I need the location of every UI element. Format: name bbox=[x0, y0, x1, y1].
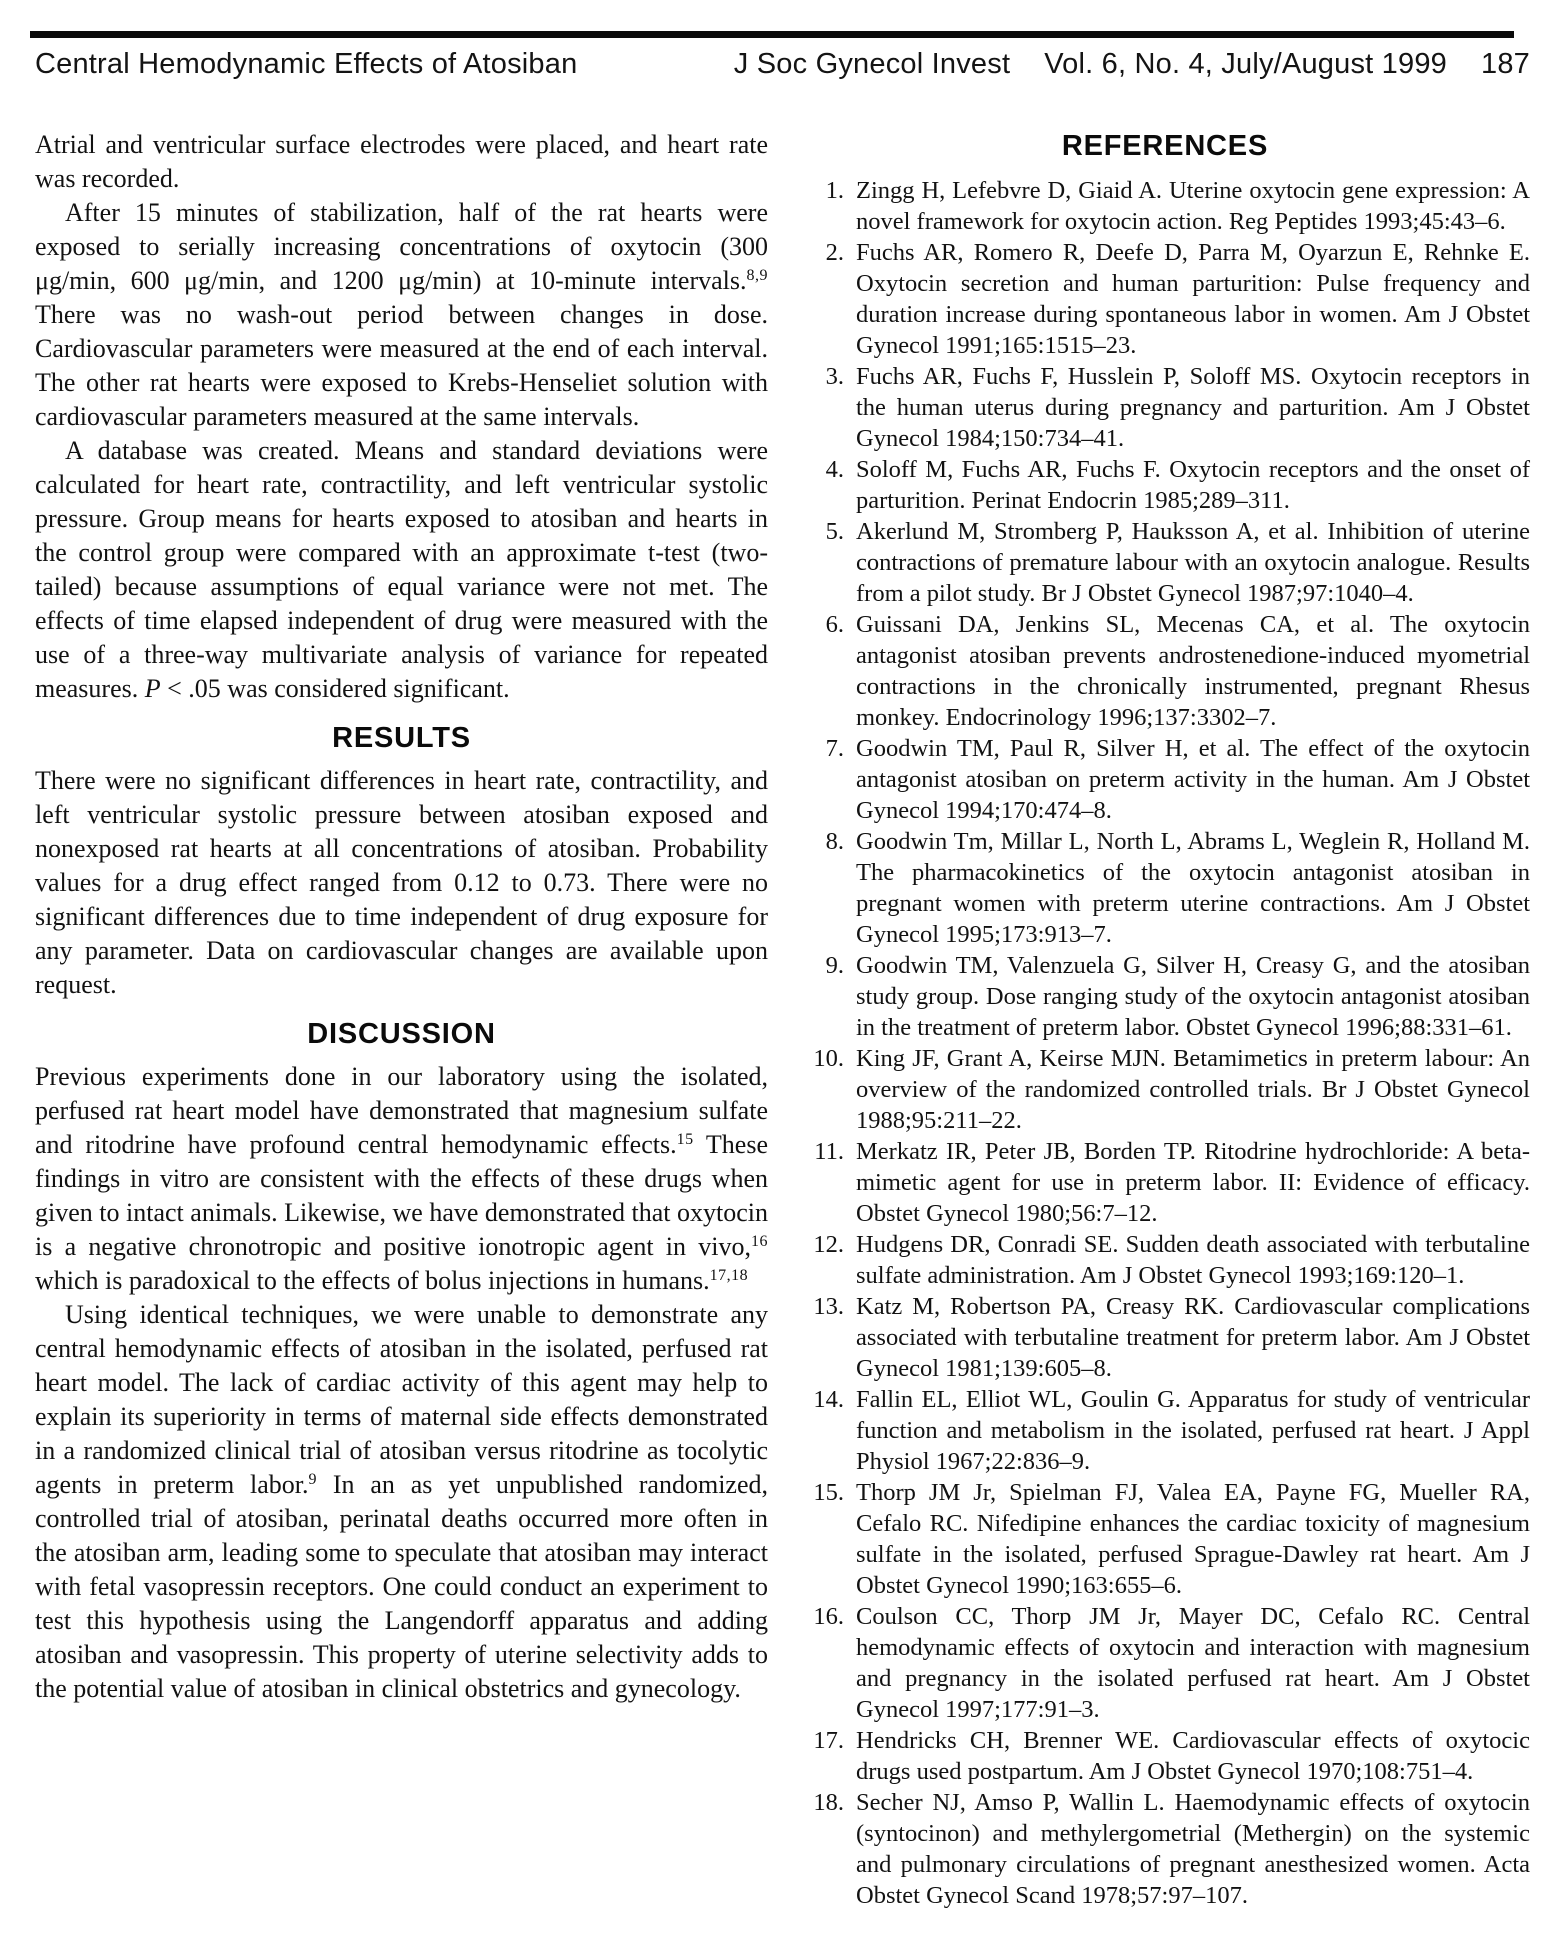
paragraph-text: There were no significant differences in heart rate, contractility, and left ventricular systolic pressure between atosiban exposed and nonexposed rat hearts at all concentrations of atosiban. Probability values for a drug effect ranged from 0.12 to 0.73. There were no significant differences due to time independent of drug exposure for any parameter. Data on cardiovascular changes are available upon request. bbox=[35, 766, 768, 999]
reference-item bbox=[800, 1601, 1530, 1725]
reference-item bbox=[800, 1136, 1530, 1229]
reference-number: 12. bbox=[813, 1231, 844, 1258]
reference-text: Katz M, Robertson PA, Creasy RK. Cardiovascular complications associated with terbutaline treatment for preterm labor. Am J Obstet Gynecol 1981;139:605–8. bbox=[856, 1293, 1530, 1382]
reference-number: 18. bbox=[813, 1789, 844, 1816]
paragraph bbox=[35, 196, 768, 434]
reference-number: 5. bbox=[825, 518, 844, 545]
reference-number: 14. bbox=[813, 1386, 844, 1413]
reference-item bbox=[800, 733, 1530, 826]
reference-item bbox=[800, 361, 1530, 454]
paragraph bbox=[35, 434, 768, 706]
section-heading: RESULTS bbox=[332, 722, 471, 754]
header-rule bbox=[30, 31, 1514, 38]
reference-text: Thorp JM Jr, Spielman FJ, Valea EA, Payne FG, Mueller RA, Cefalo RC. Nifedipine enhances the cardiac toxicity of magnesium sulfate in the isolated, perfused Sprague-Dawley rat heart. Am J Obstet Gynecol 1990;163:655–6. bbox=[856, 1479, 1530, 1599]
paragraph-text: After 15 minutes of stabilization, half of the rat hearts were exposed to serially increasing concentrations of oxytocin (300 μg/min, 600 μg/min, and 1200 μg/min) at 10-minute intervals. bbox=[35, 198, 768, 295]
reference-text: Fallin EL, Elliot WL, Goulin G. Apparatus for study of ventricular function and metabolism in the isolated, perfused rat heart. J Appl Physiol 1967;22:836–9. bbox=[856, 1386, 1530, 1475]
reference-item bbox=[800, 1229, 1530, 1291]
italic-text: P bbox=[144, 674, 161, 703]
reference-number: 17. bbox=[813, 1727, 844, 1754]
reference-item bbox=[800, 1477, 1530, 1601]
reference-item bbox=[800, 454, 1530, 516]
reference-text: Merkatz IR, Peter JB, Borden TP. Ritodrine hydrochloride: A beta-mimetic agent for use in preterm labor. II: Evidence of efficacy. Obstet Gynecol 1980;56:7–12. bbox=[856, 1138, 1530, 1227]
reference-text: Akerlund M, Stromberg P, Hauksson A, et al. Inhibition of uterine contractions of premature labour with an oxytocin analogue. Results from a pilot study. Br J Obstet Gynecol 1987;97:1040–4. bbox=[856, 518, 1530, 607]
reference-number: 15. bbox=[813, 1479, 844, 1506]
reference-number: 1. bbox=[825, 177, 844, 204]
reference-text: Secher NJ, Amso P, Wallin L. Haemodynamic effects of oxytocin (syntocinon) and methylergometrial (Methergin) on the systemic and pulmonary circulations of pregnant anesthesized women. Acta Obstet Gynecol Scand 1978;57:97–107. bbox=[856, 1789, 1530, 1909]
journal-name: J Soc Gynecol Invest bbox=[733, 48, 1011, 80]
reference-text: Goodwin TM, Paul R, Silver H, et al. The effect of the oxytocin antagonist atosiban on preterm activity in the human. Am J Obstet Gynecol 1994;170:474–8. bbox=[856, 735, 1530, 824]
citation-superscript: 17,18 bbox=[709, 1267, 749, 1284]
paragraph-text: These findings in vitro are consistent with the effects of these drugs when given to intact animals. Likewise, we have demonstrated that oxytocin is a negative chronotropic and positive ionotropic agent in vivo, bbox=[35, 1130, 768, 1261]
citation-superscript: 16 bbox=[751, 1233, 768, 1250]
paragraph-text: which is paradoxical to the effects of bolus injections in humans. bbox=[35, 1266, 710, 1295]
paragraph bbox=[35, 128, 768, 196]
right-column bbox=[800, 128, 1530, 1911]
paragraph-text: There was no wash-out period between changes in dose. Cardiovascular parameters were measured at the end of each interval. The other rat hearts were exposed to Krebs-Henseliet solution with cardiovascular parameters measured at the same intervals. bbox=[35, 300, 768, 431]
reference-number: 13. bbox=[813, 1293, 844, 1320]
reference-item bbox=[800, 1787, 1530, 1911]
reference-number: 10. bbox=[813, 1045, 844, 1072]
reference-item bbox=[800, 1725, 1530, 1787]
reference-item bbox=[800, 826, 1530, 950]
reference-item bbox=[800, 237, 1530, 361]
issue-info: Vol. 6, No. 4, July/August 1999 bbox=[1044, 48, 1447, 80]
reference-text: Hudgens DR, Conradi SE. Sudden death associated with terbutaline sulfate administration. Am J Obstet Gynecol 1993;169:120–1. bbox=[856, 1231, 1530, 1289]
citation-superscript: 8,9 bbox=[746, 267, 768, 284]
reference-item bbox=[800, 1384, 1530, 1477]
paragraph bbox=[35, 764, 768, 1002]
reference-number: 11. bbox=[814, 1138, 844, 1165]
paragraph-text: In an as yet unpublished randomized, controlled trial of atosiban, perinatal deaths occurred more often in the atosiban arm, leading some to speculate that atosiban may interact with fetal vasopressin receptors. One could conduct an experiment to test this hypothesis using the Langendorff apparatus and adding atosiban and vasopressin. This property of uterine selectivity adds to the potential value of atosiban in clinical obstetrics and gynecology. bbox=[35, 1470, 768, 1703]
page-number: 187 bbox=[1481, 48, 1530, 80]
reference-text: Fuchs AR, Fuchs F, Husslein P, Soloff MS. Oxytocin receptors in the human uterus during pregnancy and parturition. Am J Obstet Gynecol 1984;150:734–41. bbox=[856, 363, 1530, 452]
reference-number: 2. bbox=[825, 239, 844, 266]
reference-text: Guissani DA, Jenkins SL, Mecenas CA, et al. The oxytocin antagonist atosiban prevents androstenedione-induced myometrial contractions in the chronically instrumented, pregnant Rhesus monkey. Endocrinology 1996;137:3302–7. bbox=[856, 611, 1530, 731]
citation-superscript: 15 bbox=[676, 1131, 694, 1148]
paragraph-text: Using identical techniques, we were unable to demonstrate any central hemodynamic effects of atosiban in the isolated, perfused rat heart model. The lack of cardiac activity of this agent may help to explain its superiority in terms of maternal side effects demonstrated in a randomized clinical trial of atosiban versus ritodrine as tocolytic agents in preterm labor. bbox=[35, 1300, 768, 1499]
reference-item bbox=[800, 516, 1530, 609]
journal-citation bbox=[734, 48, 1530, 81]
reference-number: 6. bbox=[825, 611, 844, 638]
paragraph-text: Previous experiments done in our laboratory using the isolated, perfused rat heart model have demonstrated that magnesium sulfate and ritodrine have profound central hemodynamic effects. bbox=[35, 1062, 768, 1159]
paragraph bbox=[35, 1298, 768, 1706]
reference-item bbox=[800, 175, 1530, 237]
reference-text: Hendricks CH, Brenner WE. Cardiovascular effects of oxytocic drugs used postpartum. Am J Obstet Gynecol 1970;108:751–4. bbox=[856, 1727, 1530, 1785]
paragraph-text: A database was created. Means and standard deviations were calculated for heart rate, contractility, and left ventricular systolic pressure. Group means for hearts exposed to atosiban and hearts in the control group were compared with an approximate t-test (two-tailed) because assumptions of equal variance were not met. The effects of time elapsed independent of drug were measured with the use of a three-way multivariate analysis of variance for repeated measures. bbox=[35, 436, 768, 703]
reference-item bbox=[800, 950, 1530, 1043]
reference-item bbox=[800, 1043, 1530, 1136]
reference-number: 8. bbox=[825, 828, 844, 855]
reference-text: King JF, Grant A, Keirse MJN. Betamimetics in preterm labour: An overview of the randomized controlled trials. Br J Obstet Gynecol 1988;95:211–22. bbox=[856, 1045, 1530, 1134]
reference-text: Fuchs AR, Romero R, Deefe D, Parra M, Oyarzun E, Rehnke E. Oxytocin secretion and human parturition: Pulse frequency and duration increase during spontaneous labor in women. Am J Obstet Gynecol 1991;165:1515–23. bbox=[856, 239, 1530, 359]
reference-number: 9. bbox=[825, 952, 844, 979]
reference-number: 7. bbox=[825, 735, 844, 762]
left-column bbox=[35, 128, 768, 1706]
reference-list bbox=[800, 175, 1530, 1911]
reference-text: Coulson CC, Thorp JM Jr, Mayer DC, Cefalo RC. Central hemodynamic effects of oxytocin and interaction with magnesium and pregnancy in the isolated perfused rat heart. Am J Obstet Gynecol 1997;177:91–3. bbox=[856, 1603, 1530, 1723]
running-title: Central Hemodynamic Effects of Atosiban bbox=[35, 48, 578, 80]
paragraph bbox=[35, 1060, 768, 1298]
reference-text: Goodwin TM, Valenzuela G, Silver H, Creasy G, and the atosiban study group. Dose ranging study of the oxytocin antagonist atosiban in the treatment of preterm labor. Obstet Gynecol 1996;88:331–61. bbox=[856, 952, 1530, 1041]
reference-number: 3. bbox=[825, 363, 844, 390]
running-head bbox=[35, 48, 1530, 81]
reference-number: 4. bbox=[825, 456, 844, 483]
reference-item bbox=[800, 1291, 1530, 1384]
reference-item bbox=[800, 609, 1530, 733]
paragraph-text: Atrial and ventricular surface electrodes were placed, and heart rate was recorded. bbox=[35, 130, 768, 193]
references-heading: REFERENCES bbox=[1061, 130, 1269, 162]
reference-number: 16. bbox=[813, 1603, 844, 1630]
paragraph-text: < .05 was considered significant. bbox=[160, 674, 510, 703]
citation-superscript: 9 bbox=[308, 1471, 317, 1488]
reference-text: Zingg H, Lefebvre D, Giaid A. Uterine oxytocin gene expression: A novel framework for oxytocin action. Reg Peptides 1993;45:43–6. bbox=[856, 177, 1530, 235]
section-heading: DISCUSSION bbox=[307, 1018, 496, 1050]
reference-text: Soloff M, Fuchs AR, Fuchs F. Oxytocin receptors and the onset of parturition. Perinat Endocrin 1985;289–311. bbox=[856, 456, 1530, 514]
reference-text: Goodwin Tm, Millar L, North L, Abrams L, Weglein R, Holland M. The pharmacokinetics of the oxytocin antagonist atosiban in pregnant women with preterm uterine contractions. Am J Obstet Gynecol 1995;173:913–7. bbox=[856, 828, 1530, 948]
